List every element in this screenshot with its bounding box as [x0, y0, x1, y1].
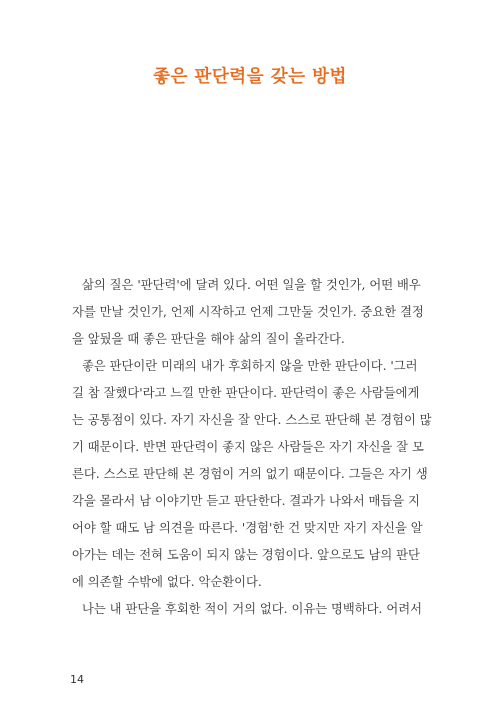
text-line: 길 참 잘했다'라고 느낄 만한 판단이다. 판단력이 좋은 사람들에게 [72, 386, 420, 400]
text-line: 나는 내 판단을 후회한 적이 거의 없다. 이유는 명백하다. 어려서 [82, 602, 422, 616]
text-line: 른다. 스스로 판단해 본 경험이 거의 없기 때문이다. 그들은 자기 생 [72, 467, 428, 481]
text-line: 삶의 질은 '판단력'에 달려 있다. 어떤 일을 할 것인가, 어떤 배우 [82, 278, 421, 292]
page-title: 좋은 판단력을 갖는 방법 [153, 67, 347, 87]
text-line: 는 공통점이 있다. 자기 자신을 잘 안다. 스스로 판단해 본 경험이 많 [72, 413, 432, 427]
text-line: 아가는 데는 전혀 도움이 되지 않는 경험이다. 앞으로도 남의 판단 [72, 548, 420, 562]
text-line: 기 때문이다. 반면 판단력이 좋지 않은 사람들은 자기 자신을 잘 모 [72, 440, 424, 454]
text-line: 어야 할 때도 남 의견을 따른다. '경험'한 건 맞지만 자기 자신을 알 [72, 521, 423, 535]
text-line: 에 의존할 수밖에 없다. 악순환이다. [72, 575, 262, 589]
text-line: 좋은 판단이란 미래의 내가 후회하지 않을 만한 판단이다. '그러 [82, 359, 418, 373]
page-number: 14 [70, 673, 84, 686]
body-text [72, 272, 432, 623]
text-line: 을 앞뒀을 때 좋은 판단을 해야 삶의 질이 올라간다. [72, 332, 345, 346]
text-line: 자를 만날 것인가, 언제 시작하고 언제 그만둘 것인가. 중요한 결정 [72, 305, 424, 319]
text-line: 각을 몰라서 남 이야기만 듣고 판단한다. 결과가 나와서 매듭을 지 [72, 494, 420, 508]
